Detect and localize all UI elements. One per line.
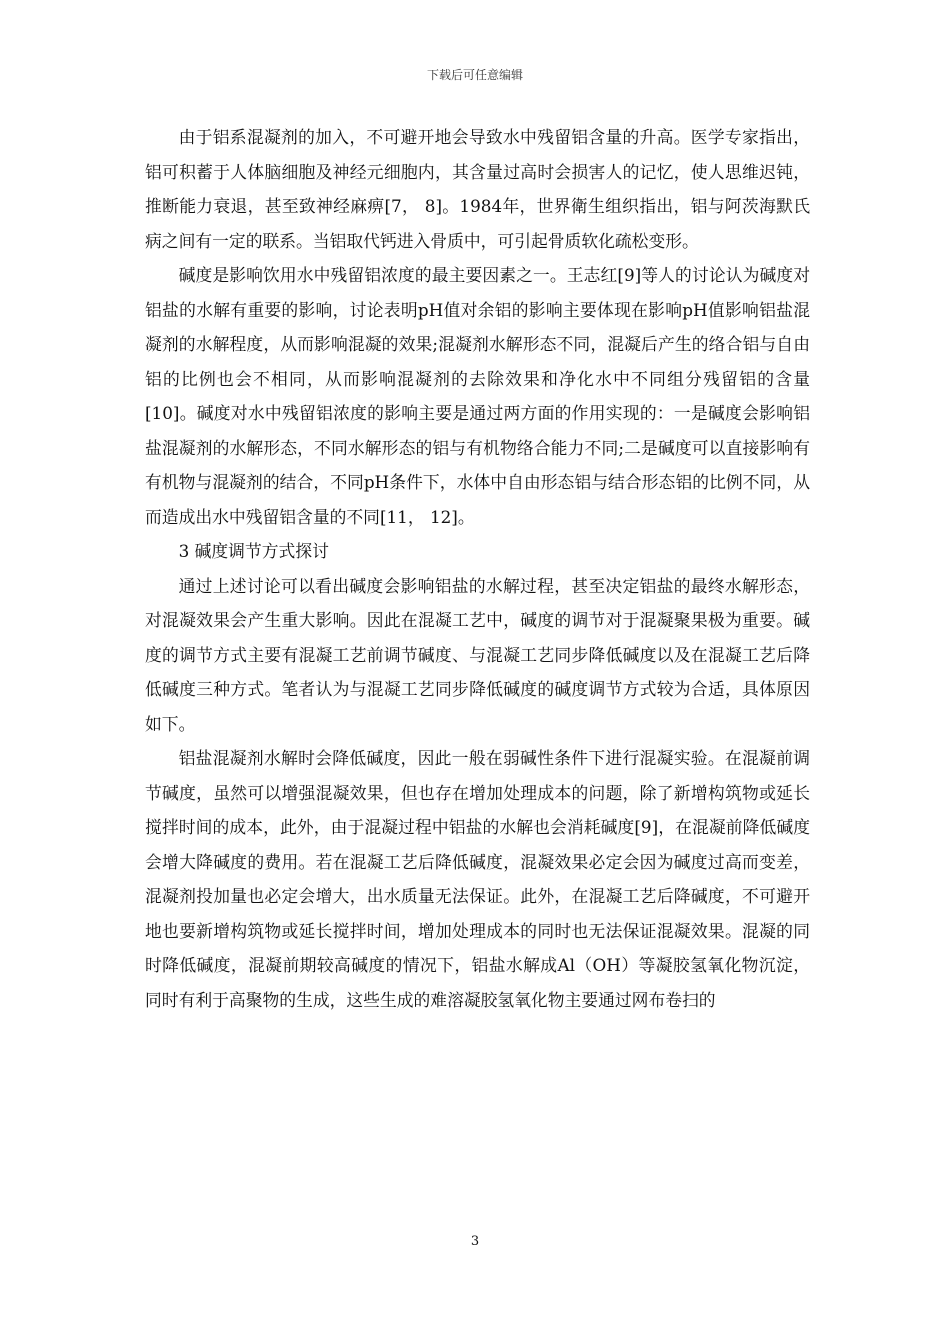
paragraph-hydrolysis-details: 铝盐混凝剂水解时会降低碱度，因此一般在弱碱性条件下进行混凝实验。在混凝前调节碱度，虽然可以增强混凝效果，但也存在增加处理成本的问题，除了新增构筑物或延长搅拌时间的成本，此外，由于混凝过程中铝盐的水解也会消耗碱度[9]，在混凝前降低碱度会增大降碱度的费用。若在混凝工艺后降低碱度，混凝效果必定会因为碱度过高而变差，混凝剂投加量也必定会增大，出水质量无法保证。此外，在混凝工艺后降碱度，不可避开地也要新增构筑物或延长搅拌时间，增加处理成本的同时也无法保证混凝效果。混凝的同时降低碱度，混凝前期较高碱度的情况下，铝盐水解成Al（OH）等凝胶氢氧化物沉淀，同时有利于高聚物的生成，这些生成的难溶凝胶氢氧化物主要通过网布卷扫的 bbox=[145, 748, 810, 1010]
section-heading: 3 碱度调节方式探讨 bbox=[178, 541, 329, 561]
page-number: 3 bbox=[470, 1234, 480, 1249]
paragraph-alkalinity-factor: 碱度是影响饮用水中残留铝浓度的最主要因素之一。王志红[9]等人的讨论认为碱度对铝盐的水解有重要的影响，讨论表明pH值对余铝的影响主要体现在影响pH值影响铝盐混凝剂的水解程度，从而影响混凝的效果;混凝剂水解形态不同，混凝后产生的络合铝与自由铝的比例也会不相同，从而影响混凝剂的去除效果和净化水中不同组分残留铝的含量[10]。碱度对水中残留铝浓度的影响主要是通过两方面的作用实现的：一是碱度会影响铝盐混凝剂的水解形态，不同水解形态的铝与有机物络合能力不同;二是碱度可以直接影响有有机物与混凝剂的结合，不同pH条件下，水体中自由形态铝与结合形态铝的比例不同，从而造成出水中残留铝含量的不同[11， 12]。 bbox=[145, 265, 810, 527]
paragraph-adjustment-methods: 通过上述讨论可以看出碱度会影响铝盐的水解过程，甚至决定铝盐的最终水解形态，对混凝效果会产生重大影响。因此在混凝工艺中，碱度的调节对于混凝聚果极为重要。碱度的调节方式主要有混凝工艺前调节碱度、与混凝工艺同步降低碱度以及在混凝工艺后降低碱度三种方式。笔者认为与混凝工艺同步降低碱度的碱度调节方式较为合适，具体原因如下。 bbox=[145, 575, 810, 734]
page-header: 下载后可任意编辑 bbox=[426, 68, 523, 82]
paragraph-aluminum-health: 由于铝系混凝剂的加入，不可避开地会导致水中残留铝含量的升高。医学专家指出，铝可积蓄于人体脑细胞及神经元细胞内，其含量过高时会损害人的记忆，使人思维迟钝，推断能力衰退，甚至致神经麻痹[7， 8]。1984年，世界衛生组织指出，铝与阿茨海默氏病之间有一定的联系。当铝取代钙进入骨质中，可引起骨质软化疏松变形。 bbox=[145, 127, 810, 251]
document-body bbox=[145, 120, 810, 1017]
